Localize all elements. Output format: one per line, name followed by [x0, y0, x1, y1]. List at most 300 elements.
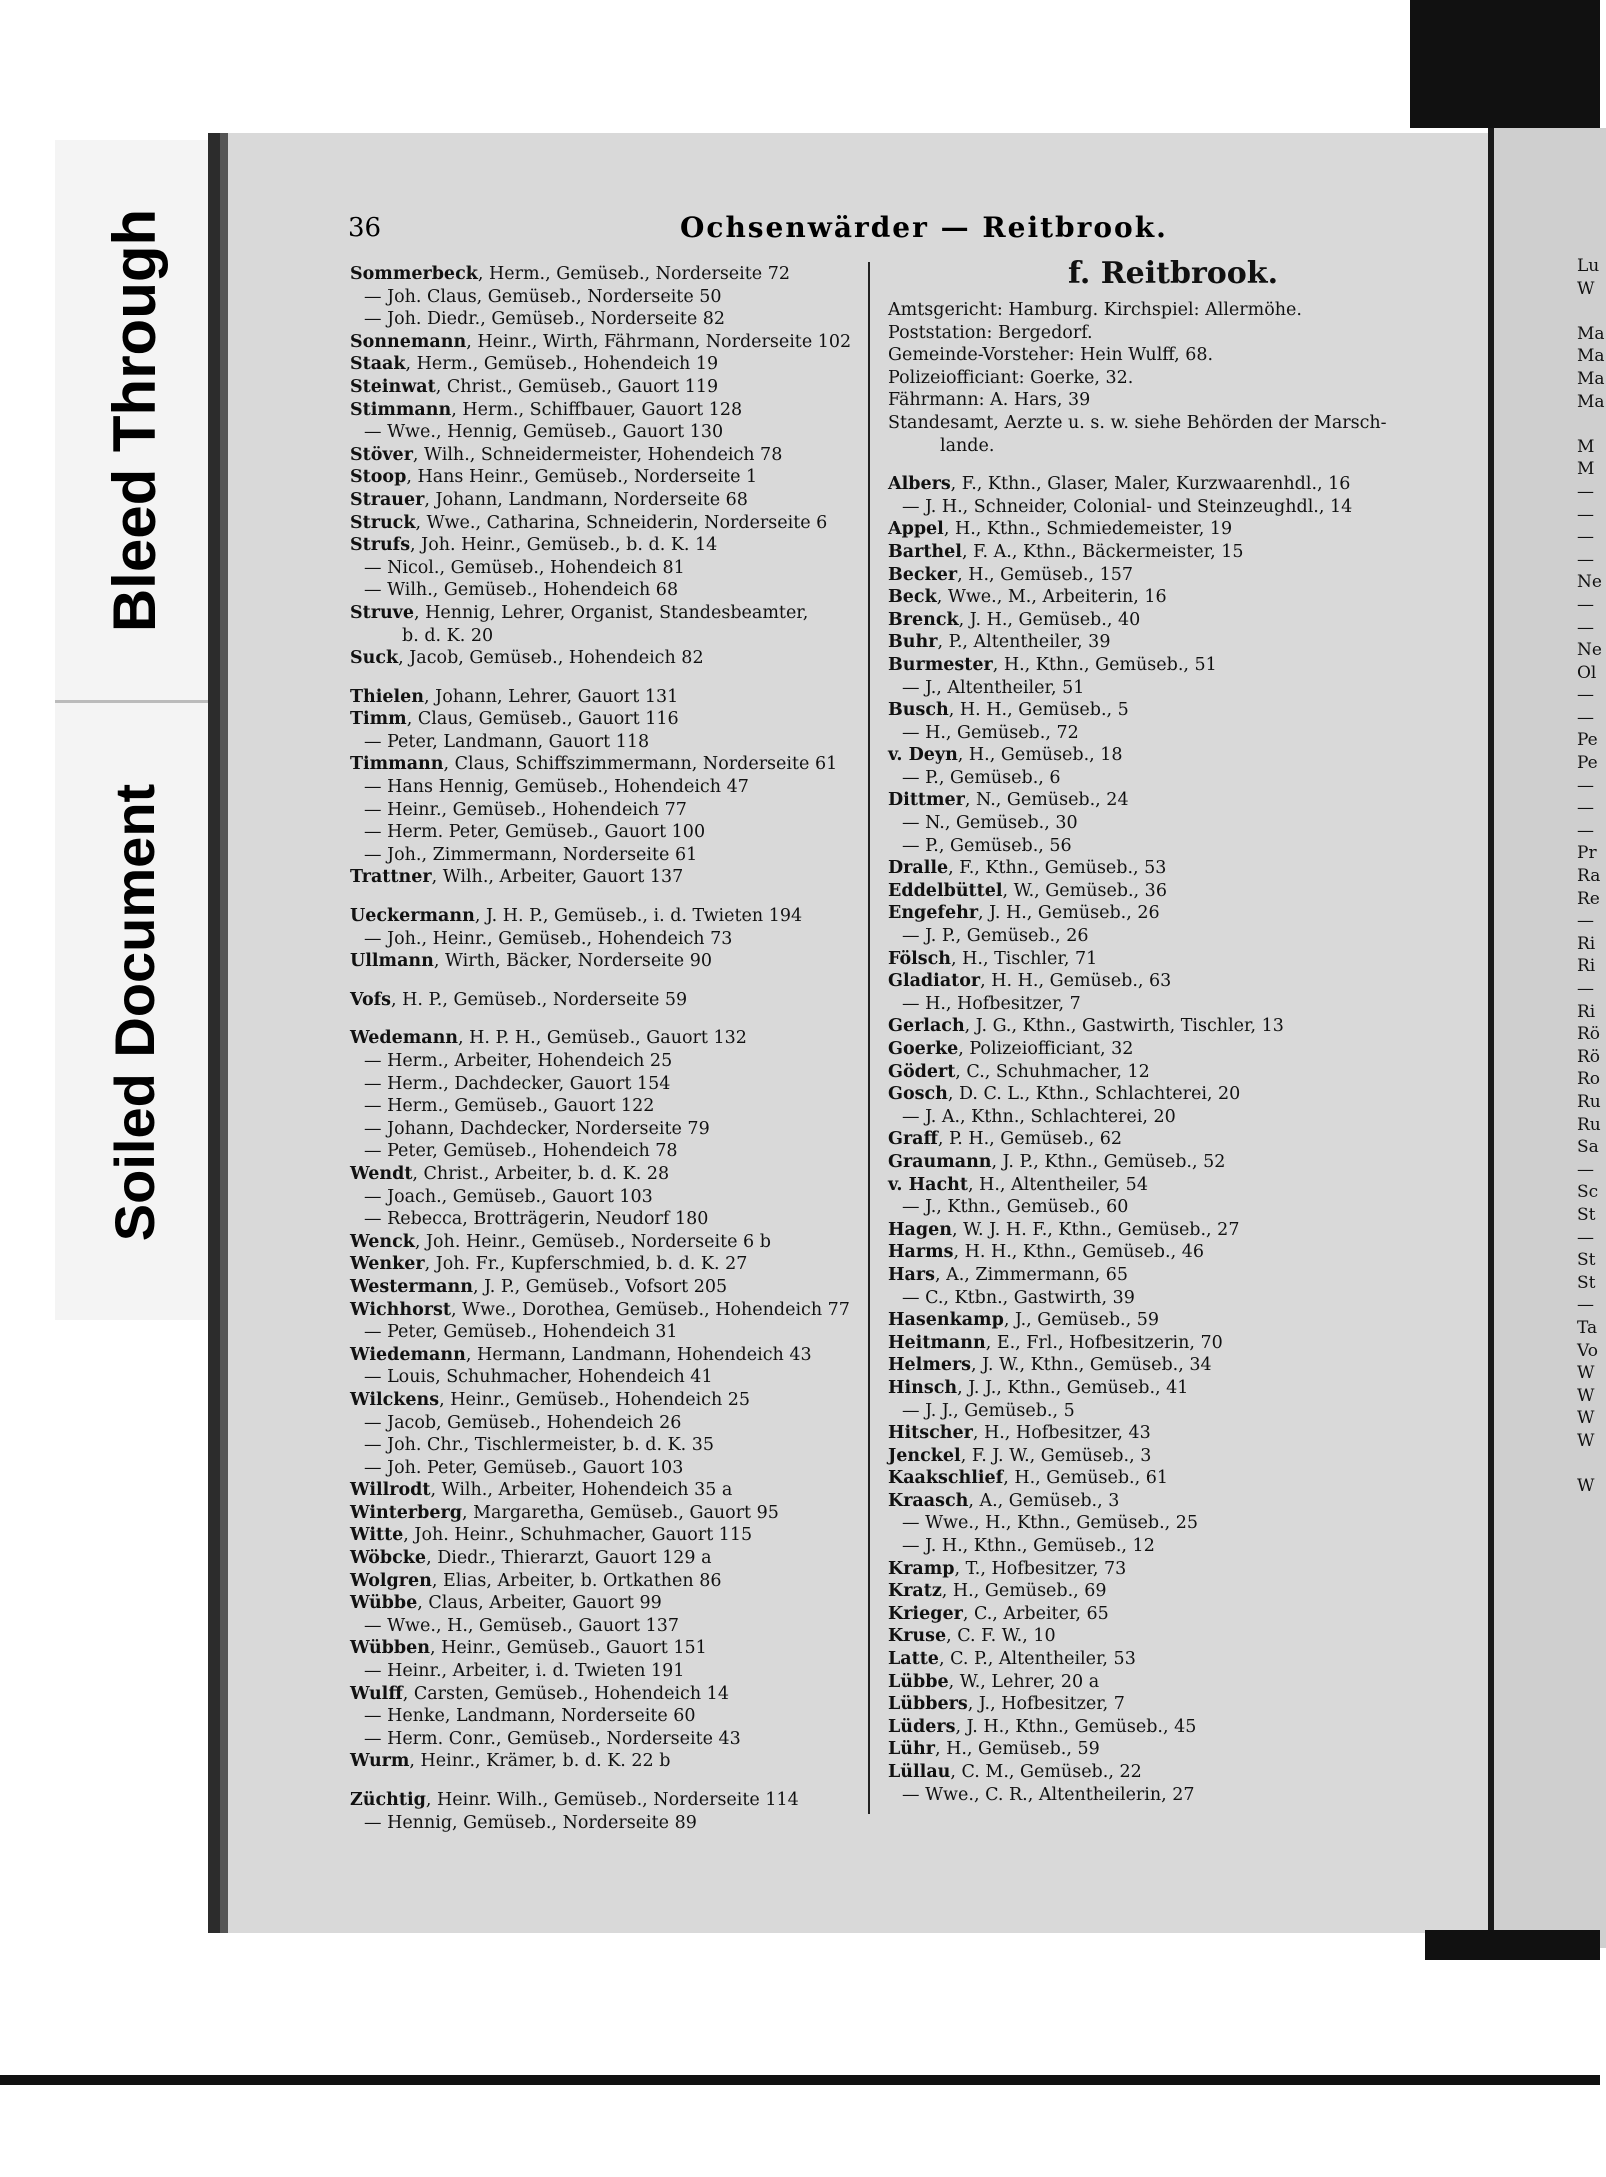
scan-edge-dark-bottom	[1425, 1930, 1600, 1960]
entry-details: , A., Gemüseb., 3	[968, 1490, 1120, 1511]
edge-fragment: Ma	[1577, 323, 1605, 344]
edge-fragment: —	[1577, 979, 1594, 999]
entry-details: — Peter, Gemüseb., Hohendeich 78	[364, 1141, 678, 1162]
entry-surname: Wübben	[350, 1638, 430, 1659]
directory-entry	[888, 1693, 1388, 1716]
directory-entry	[888, 654, 1388, 677]
entry-details: — J. P., Gemüseb., 26	[902, 926, 1089, 947]
directory-entry	[350, 263, 860, 286]
entry-surname: Wöbcke	[350, 1548, 427, 1569]
edge-fragment: Ra	[1577, 866, 1601, 887]
entry-details: , W., Lehrer, 20 a	[948, 1671, 1100, 1692]
directory-entry	[350, 557, 860, 580]
entry-details: , Wwe., M., Arbeiterin, 16	[936, 587, 1167, 608]
entry-surname: Jenckel	[888, 1445, 961, 1466]
directory-entry	[888, 1716, 1388, 1739]
directory-entry	[888, 880, 1388, 903]
directory-entry	[350, 308, 860, 331]
directory-entry	[350, 1163, 860, 1186]
directory-entry	[350, 1502, 860, 1525]
entry-surname: Wenck	[350, 1231, 415, 1252]
entry-details: , W. J. H. F., Kthn., Gemüseb., 27	[951, 1219, 1240, 1240]
directory-entry	[888, 1490, 1388, 1513]
entry-details: — Henke, Landmann, Norderseite 60	[364, 1706, 696, 1727]
entry-details: , C. P., Altentheiler, 53	[938, 1649, 1136, 1670]
entry-details: — Wilh., Gemüseb., Hohendeich 68	[364, 580, 679, 601]
entry-details: , J., Hofbesitzer, 7	[967, 1694, 1125, 1715]
adjacent-page-edge-text	[1577, 255, 1605, 1498]
entry-surname: Steinwat	[350, 376, 436, 397]
entry-details: Poststation: Bergedorf.	[888, 322, 1093, 343]
directory-entry	[350, 1728, 860, 1751]
directory-entry	[350, 489, 860, 512]
entry-details: , H., Gemüseb., 18	[957, 745, 1123, 766]
directory-entry	[350, 686, 860, 709]
directory-entry	[350, 1789, 860, 1812]
section-title: f. Reitbrook.	[1067, 256, 1279, 291]
directory-entry	[350, 731, 860, 754]
directory-entry	[888, 1061, 1388, 1084]
directory-entry	[888, 367, 1388, 390]
entry-details: , H. H., Kthn., Gemüseb., 46	[953, 1242, 1204, 1263]
entry-details: , Herm., Schiffbauer, Gauort 128	[451, 399, 743, 420]
directory-entry	[350, 1027, 860, 1050]
entry-details: , Wwe., Dorothea, Gemüseb., Hohendeich 77	[450, 1299, 850, 1320]
directory-entry	[350, 1412, 860, 1435]
edge-fragment	[1577, 413, 1605, 436]
edge-fragment: W	[1577, 1385, 1595, 1406]
directory-entry	[350, 1457, 860, 1480]
directory-entry	[888, 586, 1388, 609]
directory-entry	[888, 344, 1388, 367]
directory-entry	[888, 564, 1388, 587]
directory-entry	[888, 1738, 1388, 1761]
entry-surname: Struck	[350, 512, 416, 533]
directory-entry	[888, 1128, 1388, 1151]
entry-surname: Stoop	[350, 467, 407, 488]
edge-fragment: Rö	[1577, 1046, 1601, 1067]
entry-details: , Carsten, Gemüseb., Hohendeich 14	[402, 1683, 729, 1704]
directory-entry	[350, 1095, 860, 1118]
entry-details: , Joh. Fr., Kupferschmied, b. d. K. 27	[424, 1254, 748, 1275]
entry-details: , Wilh., Schneidermeister, Hohendeich 78	[412, 444, 783, 465]
entry-details: b. d. K. 20	[402, 625, 494, 646]
edge-fragment: —	[1577, 1295, 1594, 1316]
entry-details: — Herm. Conr., Gemüseb., Norderseite 43	[364, 1728, 741, 1749]
entry-details: , P. H., Gemüseb., 62	[937, 1129, 1123, 1150]
page-title: Ochsenwärder — Reitbrook.	[680, 211, 1168, 244]
entry-details: , Johann, Landmann, Norderseite 68	[424, 489, 748, 510]
directory-entry	[888, 948, 1388, 971]
directory-entry	[350, 602, 860, 625]
directory-entry	[350, 444, 860, 467]
directory-entry	[350, 1231, 860, 1254]
entry-surname: Sommerbeck	[350, 264, 478, 284]
entry-details: — Joach., Gemüseb., Gauort 103	[364, 1186, 653, 1207]
entry-details: , A., Zimmermann, 65	[934, 1264, 1129, 1285]
entry-details: , J. P., Gemüseb., Vofsort 205	[472, 1276, 728, 1297]
directory-entry	[888, 1580, 1388, 1603]
entry-details: — Wwe., H., Gemüseb., Gauort 137	[364, 1615, 680, 1636]
directory-entry	[888, 812, 1388, 835]
entry-surname: Wübbe	[350, 1593, 418, 1614]
entry-surname: Helmers	[888, 1355, 972, 1376]
edge-fragment: —	[1577, 481, 1594, 502]
edge-fragment: Ru	[1577, 1091, 1601, 1112]
entry-surname: Stimmann	[350, 399, 452, 420]
directory-entry	[888, 835, 1388, 858]
scan-bottom-bar	[0, 2075, 1600, 2085]
entry-details: , J., Gemüseb., 59	[1003, 1310, 1159, 1331]
entry-details: — J. H., Kthn., Gemüseb., 12	[902, 1536, 1155, 1557]
directory-entry	[350, 1812, 860, 1835]
directory-entry	[888, 299, 1388, 322]
entry-details: , F., Kthn., Glaser, Maler, Kurzwaarenhdl., 16	[950, 474, 1351, 495]
entry-details: , C. M., Gemüseb., 22	[950, 1762, 1142, 1782]
edge-fragment: —	[1577, 911, 1594, 932]
entry-surname: Sonnemann	[350, 331, 467, 352]
entry-details: — Herm., Gemüseb., Gauort 122	[364, 1096, 655, 1117]
entry-surname: Fölsch	[888, 948, 952, 969]
entry-details: — J. A., Kthn., Schlachterei, 20	[902, 1106, 1176, 1127]
entry-details: , Wilh., Arbeiter, Gauort 137	[431, 867, 684, 888]
entry-surname: Busch	[888, 700, 949, 721]
entry-surname: Kaakschlief	[888, 1468, 1004, 1489]
edge-fragment: —	[1577, 594, 1594, 615]
edge-fragment: —	[1577, 1227, 1594, 1248]
edge-fragment: —	[1577, 527, 1594, 548]
directory-entry	[350, 1479, 860, 1502]
entry-details: — J., Altentheiler, 51	[902, 677, 1085, 698]
entry-surname: Wichhorst	[350, 1299, 451, 1320]
entry-details: , Hans Heinr., Gemüseb., Norderseite 1	[406, 467, 758, 488]
entry-details: , Christ., Arbeiter, b. d. K. 28	[412, 1163, 670, 1184]
entry-details: , Claus, Arbeiter, Gauort 99	[417, 1593, 662, 1614]
entry-surname: Strufs	[350, 535, 411, 556]
entry-details: — Wwe., C. R., Altentheilerin, 27	[902, 1784, 1195, 1805]
directory-entry	[350, 421, 860, 444]
entry-surname: Staak	[350, 354, 406, 375]
entry-surname: Kruse	[888, 1626, 947, 1647]
entry-details: , T., Hofbesitzer, 73	[954, 1558, 1127, 1579]
entry-details: , F. J. W., Gemüseb., 3	[960, 1445, 1152, 1466]
directory-entry	[888, 677, 1388, 700]
directory-entry	[350, 1366, 860, 1389]
entry-details: — Herm. Peter, Gemüseb., Gauort 100	[364, 822, 706, 843]
entry-details: — J., Kthn., Gemüseb., 60	[902, 1197, 1129, 1218]
entry-details: , J. J., Kthn., Gemüseb., 41	[957, 1377, 1189, 1398]
directory-entry	[350, 1321, 860, 1344]
entry-surname: Wilckens	[350, 1389, 440, 1410]
entry-details: , Joh. Heinr., Schuhmacher, Gauort 115	[403, 1525, 753, 1546]
directory-entry	[888, 1422, 1388, 1445]
directory-entry	[888, 1671, 1388, 1694]
entry-surname: Krieger	[888, 1603, 963, 1624]
directory-entry	[888, 1558, 1388, 1581]
directory-entry	[888, 1400, 1388, 1423]
directory-entry	[350, 647, 860, 670]
directory-entry	[888, 1106, 1388, 1129]
directory-entry	[350, 1073, 860, 1096]
directory-entry	[350, 776, 860, 799]
directory-entry	[888, 767, 1388, 790]
entry-details: , Herm., Gemüseb., Norderseite 72	[477, 264, 790, 284]
entry-surname: Kramp	[888, 1558, 955, 1579]
directory-entry	[888, 1761, 1388, 1784]
directory-entry	[888, 1151, 1388, 1174]
edge-fragment: W	[1577, 1430, 1595, 1451]
entry-details: , N., Gemüseb., 24	[964, 790, 1129, 811]
directory-entry	[888, 1354, 1388, 1377]
entry-details: , J. H. P., Gemüseb., i. d. Twieten 194	[474, 906, 803, 927]
entry-details: , Wilh., Arbeiter, Hohendeich 35 a	[430, 1480, 733, 1501]
directory-entry	[888, 1264, 1388, 1287]
directory-entry	[350, 1705, 860, 1728]
entry-details: — Johann, Dachdecker, Norderseite 79	[364, 1118, 710, 1139]
entry-surname: Wenker	[350, 1254, 425, 1275]
directory-entry	[888, 789, 1388, 812]
entry-surname: Hagen	[888, 1219, 952, 1240]
entry-surname: Harms	[888, 1242, 954, 1263]
entry-surname: Wedemann	[350, 1028, 459, 1049]
entry-details: , H., Kthn., Gemüseb., 51	[992, 654, 1217, 675]
entry-details: — Wwe., H., Kthn., Gemüseb., 25	[902, 1513, 1199, 1534]
directory-entry	[350, 821, 860, 844]
entry-details: , C., Arbeiter, 65	[962, 1603, 1109, 1624]
soiled-document-stamp: Soiled Document	[103, 783, 167, 1242]
entry-details: — Joh. Chr., Tischlermeister, b. d. K. 35	[364, 1435, 715, 1456]
entry-details: , E., Frl., Hofbesitzerin, 70	[985, 1332, 1223, 1353]
entry-surname: Willrodt	[350, 1480, 431, 1501]
directory-entry	[350, 1524, 860, 1547]
directory-entry	[350, 708, 860, 731]
entry-surname: Hitscher	[888, 1423, 973, 1444]
edge-fragment: M	[1577, 436, 1595, 457]
entry-surname: Lübbers	[888, 1694, 968, 1715]
directory-entry	[888, 1784, 1388, 1807]
entry-surname: Goerke	[888, 1039, 959, 1059]
entry-details: — Herm., Dachdecker, Gauort 154	[364, 1073, 671, 1094]
entry-details: , H. P., Gemüseb., Norderseite 59	[391, 989, 688, 1010]
directory-entry	[888, 970, 1388, 993]
directory-entry	[888, 609, 1388, 632]
entry-surname: Winterberg	[350, 1502, 462, 1523]
entry-details: , Herm., Gemüseb., Hohendeich 19	[405, 354, 719, 375]
edge-fragment: Ta	[1577, 1317, 1598, 1338]
entry-details: , Polizeiofficiant, 32	[958, 1039, 1134, 1059]
entry-details: , H., Altentheiler, 54	[967, 1174, 1148, 1195]
entry-surname: Eddelbüttel	[888, 880, 1003, 901]
directory-entry	[888, 1219, 1388, 1242]
entry-details: , J. G., Kthn., Gastwirth, Tischler, 13	[964, 1016, 1284, 1037]
directory-entry	[888, 1174, 1388, 1197]
directory-entry	[350, 989, 860, 1012]
directory-entry	[350, 353, 860, 376]
entry-surname: Engefehr	[888, 903, 979, 924]
edge-fragment: —	[1577, 1159, 1594, 1180]
entry-details: — Joh. Diedr., Gemüseb., Norderseite 82	[364, 309, 726, 330]
directory-entry	[350, 534, 860, 557]
entry-gap	[350, 1773, 860, 1789]
edge-fragment: St	[1577, 1272, 1596, 1293]
directory-entry	[350, 399, 860, 422]
edge-fragment: Ro	[1577, 1069, 1601, 1090]
edge-fragment	[1577, 300, 1605, 323]
entry-details: lande.	[940, 435, 995, 456]
entry-surname: Dralle	[888, 858, 949, 879]
left-column	[350, 263, 860, 1834]
entry-details: , H., Gemüseb., 59	[934, 1739, 1100, 1760]
entry-details: , Wwe., Catharina, Schneiderin, Norderseite 6	[415, 512, 828, 533]
entry-surname: Barthel	[888, 541, 962, 562]
directory-entry	[350, 1389, 860, 1412]
entry-details: , Heinr., Gemüseb., Hohendeich 25	[439, 1389, 751, 1410]
directory-entry	[888, 1467, 1388, 1490]
entry-surname: Ueckermann	[350, 906, 475, 927]
entry-surname: Struve	[350, 602, 414, 623]
entry-details: , C., Schuhmacher, 12	[955, 1061, 1150, 1082]
entry-surname: Timm	[350, 709, 407, 730]
entry-surname: Wurm	[350, 1751, 410, 1772]
directory-entry	[888, 1287, 1388, 1310]
entry-details: Gemeinde-Vorsteher: Hein Wulff, 68.	[888, 345, 1214, 366]
entry-surname: Wendt	[350, 1163, 413, 1184]
entry-details: , H. H., Gemüseb., 63	[980, 971, 1172, 992]
entry-gap	[350, 889, 860, 905]
directory-entry	[888, 389, 1388, 412]
directory-entry	[350, 844, 860, 867]
entry-details: , H., Gemüseb., 61	[1003, 1468, 1168, 1489]
edge-fragment: —	[1577, 549, 1594, 570]
edge-fragment: Ri	[1577, 956, 1596, 977]
entry-surname: Hinsch	[888, 1377, 958, 1398]
entry-details: , Claus, Gemüseb., Gauort 116	[406, 709, 679, 730]
edge-fragment: Ma	[1577, 391, 1605, 412]
directory-entry	[888, 722, 1388, 745]
edge-fragment: —	[1577, 685, 1594, 706]
directory-entry	[350, 376, 860, 399]
directory-entry	[350, 286, 860, 309]
directory-entry	[350, 1253, 860, 1276]
edge-fragment: Ru	[1577, 1114, 1601, 1135]
edge-fragment: Sa	[1577, 1137, 1599, 1158]
entry-surname: Witte	[350, 1525, 404, 1546]
entry-details: — P., Gemüseb., 56	[902, 835, 1072, 856]
page-number: 36	[348, 213, 382, 243]
directory-entry	[350, 1186, 860, 1209]
edge-fragment: —	[1577, 617, 1594, 638]
entry-details: , Heinr. Wilh., Gemüseb., Norderseite 114	[425, 1790, 799, 1810]
entry-surname: Thielen	[350, 686, 425, 707]
entry-surname: Beck	[888, 587, 937, 608]
directory-entry	[888, 1015, 1388, 1038]
entry-details: , D. C. L., Kthn., Schlachterei, 20	[947, 1084, 1241, 1105]
entry-details: — Hans Hennig, Gemüseb., Hohendeich 47	[364, 777, 749, 798]
entry-surname: Albers	[888, 474, 951, 495]
edge-fragment: St	[1577, 1250, 1596, 1271]
entry-details: , Margaretha, Gemüseb., Gauort 95	[461, 1502, 779, 1523]
entry-details: , H. H., Gemüseb., 5	[948, 700, 1129, 721]
directory-entry	[350, 866, 860, 889]
entry-details: , H., Gemüseb., 69	[941, 1581, 1107, 1602]
directory-entry	[888, 902, 1388, 925]
entry-surname: Lühr	[888, 1739, 935, 1760]
entry-details: — Rebecca, Brotträgerin, Neudorf 180	[364, 1209, 709, 1230]
edge-fragment: W	[1577, 1363, 1595, 1384]
directory-entry	[888, 518, 1388, 541]
entry-details: , J. H., Gemüseb., 26	[978, 903, 1160, 924]
entry-details: , W., Gemüseb., 36	[1002, 880, 1167, 901]
directory-entry	[350, 579, 860, 602]
entry-surname: Westermann	[350, 1276, 473, 1297]
entry-surname: Dittmer	[888, 790, 965, 811]
edge-fragment: Sc	[1577, 1182, 1599, 1203]
entry-details: , Heinr., Wirth, Fährmann, Norderseite 102	[466, 331, 852, 352]
entry-surname: v. Hacht	[888, 1174, 968, 1195]
directory-entry	[888, 1648, 1388, 1671]
entry-details: Fährmann: A. Hars, 39	[888, 390, 1091, 411]
entry-details: — H., Gemüseb., 72	[902, 722, 1079, 743]
entry-details: — N., Gemüseb., 30	[902, 813, 1078, 834]
entry-details: — H., Hofbesitzer, 7	[902, 993, 1081, 1014]
entry-details: , J. P., Kthn., Gemüseb., 52	[991, 1151, 1226, 1172]
entry-details: , H., Kthn., Schmiedemeister, 19	[943, 519, 1233, 540]
entry-details: , Johann, Lehrer, Gauort 131	[424, 686, 679, 707]
entry-gap	[350, 1011, 860, 1027]
entry-details: — Heinr., Arbeiter, i. d. Twieten 191	[364, 1661, 685, 1682]
entry-surname: v. Deyn	[888, 745, 958, 766]
directory-entry	[350, 1344, 860, 1367]
entry-details: — Nicol., Gemüseb., Hohendeich 81	[364, 557, 685, 578]
entry-surname: Burmester	[888, 654, 993, 675]
directory-entry	[888, 1512, 1388, 1535]
entry-surname: Timmann	[350, 754, 444, 775]
edge-fragment: Pe	[1577, 753, 1598, 774]
directory-entry	[888, 496, 1388, 519]
entry-details: , F. A., Kthn., Bäckermeister, 15	[961, 541, 1244, 562]
entry-surname: Heitmann	[888, 1332, 986, 1353]
entry-gap	[350, 670, 860, 686]
directory-entry	[888, 993, 1388, 1016]
directory-entry	[888, 1241, 1388, 1264]
directory-entry	[350, 331, 860, 354]
entry-details: Polizeiofficiant: Goerke, 32.	[888, 367, 1134, 388]
entry-details: — J. J., Gemüseb., 5	[902, 1400, 1075, 1421]
entry-surname: Wiedemann	[350, 1344, 466, 1365]
edge-fragment: Ne	[1577, 640, 1602, 661]
entry-surname: Züchtig	[350, 1790, 426, 1810]
entry-details: — Peter, Gemüseb., Hohendeich 31	[364, 1322, 678, 1343]
directory-entry	[350, 1683, 860, 1706]
entry-details: , C. F. W., 10	[946, 1626, 1056, 1647]
directory-entry	[350, 1434, 860, 1457]
directory-entry	[888, 322, 1388, 345]
directory-entry	[350, 1299, 860, 1322]
entry-surname: Wolgren	[350, 1570, 432, 1591]
edge-fragment: Re	[1577, 888, 1600, 909]
directory-entry	[888, 744, 1388, 767]
edge-fragment: Ol	[1577, 662, 1597, 683]
entry-surname: Hars	[888, 1264, 935, 1285]
directory-entry	[888, 1332, 1388, 1355]
entry-surname: Trattner	[350, 867, 432, 888]
entry-surname: Kraasch	[888, 1490, 969, 1511]
edge-fragment: Ri	[1577, 933, 1596, 954]
directory-entry	[350, 1660, 860, 1683]
directory-entry	[888, 473, 1388, 496]
entry-details: — Hennig, Gemüseb., Norderseite 89	[364, 1812, 697, 1833]
directory-entry	[350, 1118, 860, 1141]
